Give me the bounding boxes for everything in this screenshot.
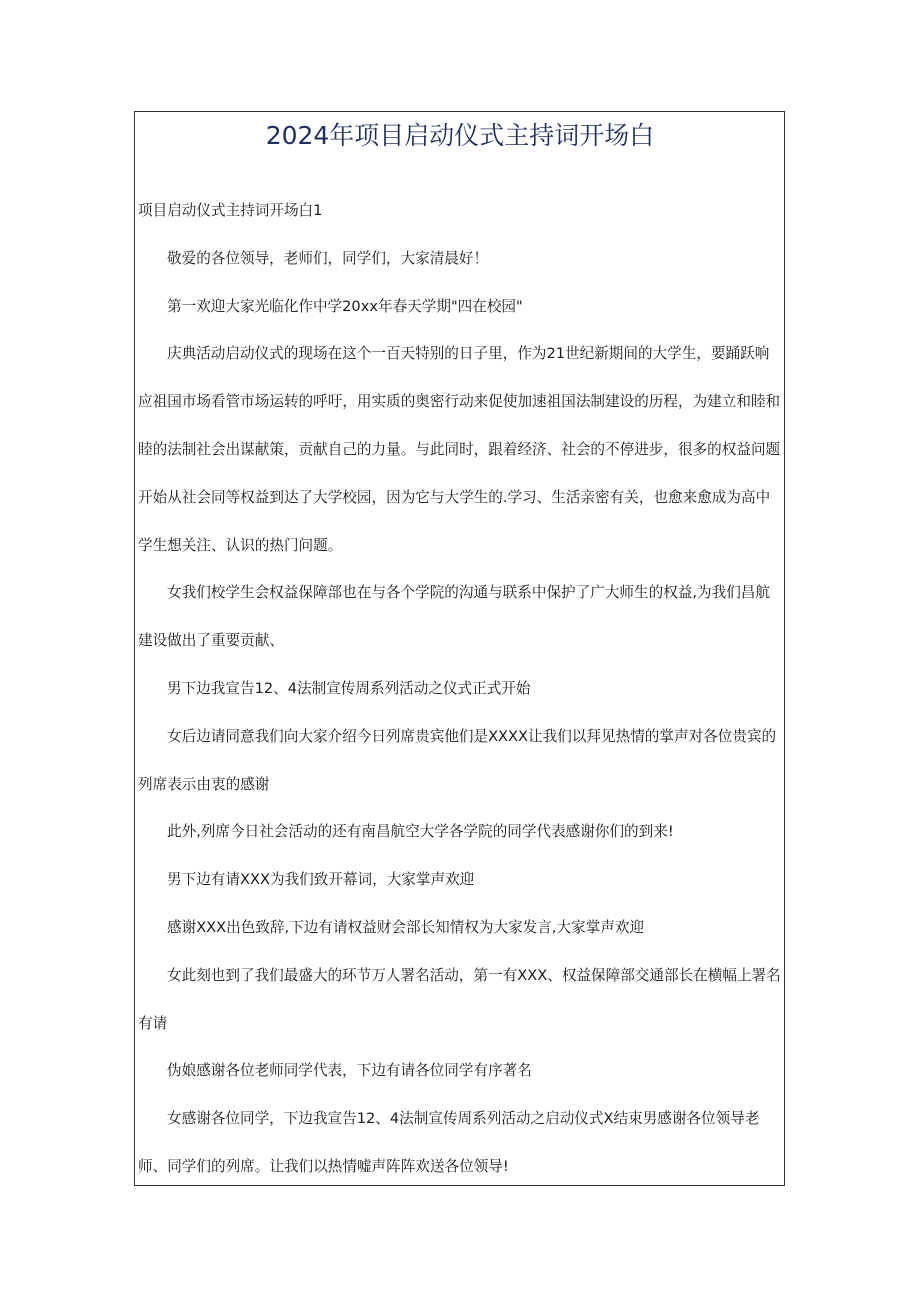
paragraph: 女我们校学生会权益保障部也在与各个学院的沟通与联系中保护了广大师生的权益,为我们昌航建设做出了重要贡献、: [138, 584, 770, 650]
paragraph: 男下边我宣告12、4法制宣传周系列活动之仪式正式开始: [167, 679, 531, 697]
paragraph: 感谢XXX出色致辞,下边有请权益财会部长知情权为大家发言,大家掌声欢迎: [167, 918, 645, 936]
paragraph: 此外,列席今日社会活动的还有南昌航空大学各学院的同学代表感谢你们的到来!: [167, 823, 674, 841]
paragraph: 伪娘感谢各位老师同学代表，下边有请各位同学有序著名: [167, 1062, 532, 1080]
document-body: [138, 187, 783, 1191]
page-title: 2024年项目启动仪式主持词开场白: [265, 121, 655, 150]
paragraph: 第一欢迎大家光临化作中学20xx年春天学期"四在校园": [167, 297, 523, 315]
paragraph: 敬爱的各位领导，老师们，同学们，大家清晨好！: [167, 249, 489, 267]
paragraph: 女后边请同意我们向大家介绍今日列席贵宾他们是XXXX让我们以拜见热情的掌声对各位贵宾的列席表示由衷的感谢: [138, 727, 777, 793]
paragraph: 庆典活动启动仪式的现场在这个一百天特别的日子里，作为21世纪新期间的大学生，要踊跃响应祖国市场看管市场运转的呼吁，用实质的奥密行动来促使加速祖国法制建设的历程，为建立和睦和睦的法制社会出谋献策，贡献自己的力量。与此同时，跟着经济、社会的不停进步，很多的权益问题开始从社会同等权益到达了大学校园，因为它与大学生的.学习、生活亲密有关，也愈来愈成为高中学生想关注、认识的热门问题。: [138, 345, 781, 554]
paragraph: 男下边有请XXX为我们致开幕词，大家掌声欢迎: [167, 871, 475, 889]
paragraph: 女感谢各位同学，下边我宣告12、4法制宣传周系列活动之启动仪式X结束男感谢各位领导老师、同学们的列席。让我们以热情嘘声阵阵欢送各位领导!: [138, 1110, 760, 1175]
section-heading: 项目启动仪式主持词开场白1: [138, 202, 323, 219]
paragraph: 女此刻也到了我们最盛大的环节万人署名活动，第一有XXX、权益保障部交通部长在横幅上署名有请: [138, 966, 781, 1032]
